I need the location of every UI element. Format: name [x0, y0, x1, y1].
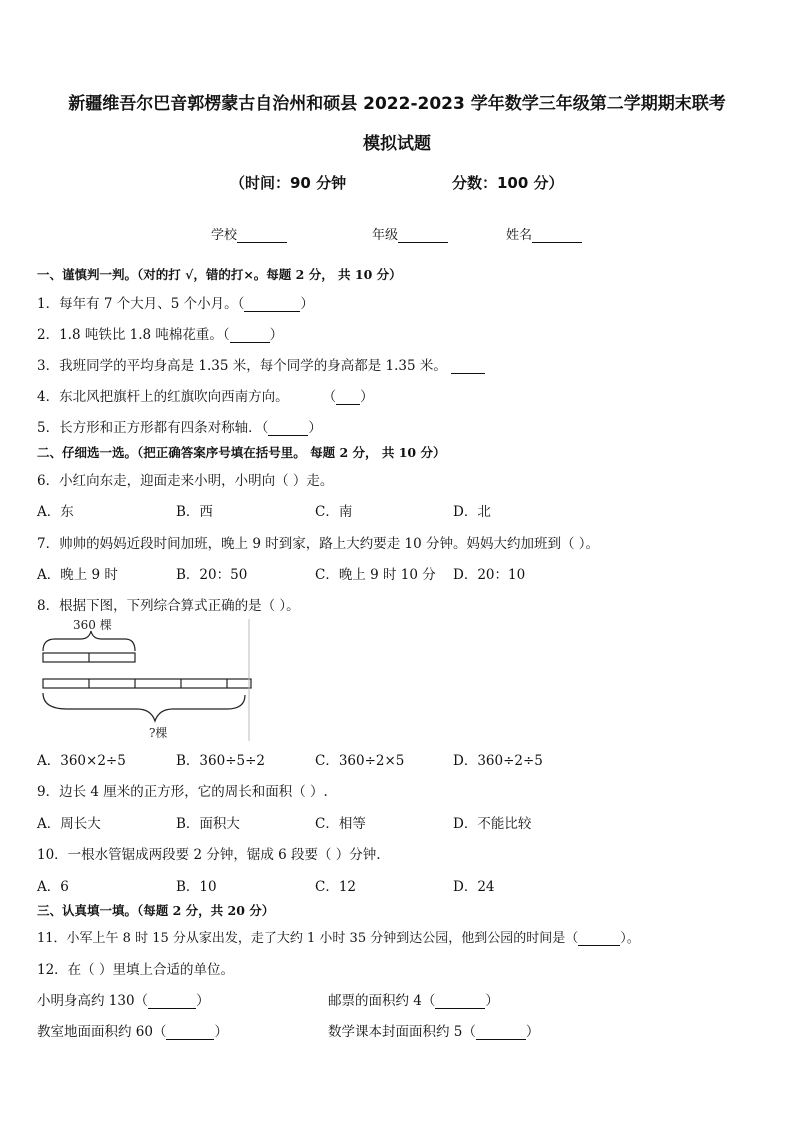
exam-title-line2: 模拟试题: [363, 134, 431, 154]
q12-item-d: 数学课本封面面积约 5（ ）: [328, 1024, 540, 1040]
name-label: 姓名: [506, 228, 533, 243]
school-field[interactable]: [211, 224, 287, 243]
question-11: 11．小军上午 8 时 15 分从家出发，走了大约 1 小时 35 分钟到达公园，他到公园的时间是（ ）。: [37, 931, 640, 946]
q10-option-c[interactable]: C．12: [315, 879, 357, 895]
q9-option-a[interactable]: A．周长大: [37, 816, 101, 832]
q7-option-a[interactable]: A．晚上 9 时: [37, 567, 118, 583]
question-6: 6．小红向东走，迎面走来小明，小明向（ ）走。: [37, 473, 334, 489]
exam-time: （时间：90 分钟: [230, 174, 347, 192]
q8-option-c[interactable]: C．360÷2×5: [315, 753, 405, 769]
q9-option-b[interactable]: B．面积大: [176, 816, 240, 832]
question-9: 9．边长 4 厘米的正方形，它的周长和面积（ ）.: [37, 784, 328, 800]
q12-item-a: 小明身高约 130（ ）: [37, 993, 210, 1009]
grade-label: 年级: [372, 228, 399, 243]
question-5: 5．长方形和正方形都有四条对称轴．（ ）: [37, 420, 322, 436]
q9-option-c[interactable]: C．相等: [315, 816, 366, 832]
question-8: 8．根据下图，下列综合算式正确的是（ ）。: [37, 598, 300, 614]
section3-heading: 三、认真填一填。（每题 2 分，共 20 分）: [37, 903, 275, 918]
q12-item-b: 邮票的面积约 4（ ）: [328, 993, 499, 1009]
q8-option-a[interactable]: A．360×2÷5: [37, 753, 126, 769]
q7-option-c[interactable]: C．晚上 9 时 10 分: [315, 567, 436, 583]
question-10: 10．一根水管锯成两段要 2 分钟，锯成 6 段要（ ）分钟.: [37, 847, 381, 863]
question-4: 4．东北风把旗杆上的红旗吹向西南方向。 （ ）: [37, 389, 374, 405]
question-1: 1．每年有 7 个大月、5 个小月。（ ）: [37, 296, 314, 312]
q7-option-d[interactable]: D．20：10: [453, 567, 526, 583]
q9-option-d[interactable]: D．不能比较: [453, 816, 532, 832]
q8-bottom-brace: [43, 693, 245, 721]
q10-option-b[interactable]: B．10: [176, 879, 217, 895]
question-2: 2．1.8 吨铁比 1.8 吨棉花重。（ ）: [37, 327, 284, 343]
q8-top-brace: [43, 631, 135, 651]
answer-blank-3[interactable]: [451, 360, 485, 374]
answer-blank-12c[interactable]: [166, 1026, 214, 1040]
section2-heading: 二、仔细选一选。（把正确答案序号填在括号里。 每题 2 分， 共 10 分）: [37, 445, 446, 460]
name-field[interactable]: [506, 224, 582, 243]
q8-option-b[interactable]: B．360÷5÷2: [176, 753, 265, 769]
q8-bottom-bar: [43, 679, 251, 688]
q10-option-d[interactable]: D．24: [453, 879, 495, 895]
question-7: 7．帅帅的妈妈近段时间加班，晚上 9 时到家，路上大约要走 10 分钟。妈妈大约加班到（ ）。: [37, 536, 600, 552]
answer-blank-1[interactable]: [244, 298, 300, 312]
q12-item-c: 教室地面面积约 60（ ）: [37, 1024, 228, 1040]
answer-blank-12d[interactable]: [476, 1026, 526, 1040]
answer-blank-12a[interactable]: [148, 995, 196, 1009]
school-label: 学校: [211, 228, 238, 243]
q8-bottom-label: ?棵: [149, 726, 168, 740]
question-12: 12．在（ ）里填上合适的单位。: [37, 962, 234, 978]
answer-blank-11[interactable]: [578, 932, 620, 946]
q8-segment-diagram: [37, 617, 252, 741]
q10-option-a[interactable]: A．6: [37, 879, 69, 895]
answer-blank-12b[interactable]: [435, 995, 485, 1009]
q6-option-d[interactable]: D．北: [453, 504, 491, 520]
q8-option-d[interactable]: D．360÷2÷5: [453, 753, 543, 769]
q7-option-b[interactable]: B．20：50: [176, 567, 248, 583]
grade-field[interactable]: [372, 224, 448, 243]
q8-top-label: 360 棵: [73, 618, 112, 632]
exam-score: 分数：100 分）: [452, 174, 564, 192]
q6-option-c[interactable]: C．南: [315, 504, 353, 520]
section1-heading: 一、谨慎判一判。（对的打 √，错的打×。每题 2 分， 共 10 分）: [37, 267, 402, 282]
answer-blank-4[interactable]: [336, 391, 360, 405]
exam-title-line1: 新疆维吾尔巴音郭楞蒙古自治州和硕县 2022-2023 学年数学三年级第二学期期末联考: [68, 94, 726, 114]
answer-blank-5[interactable]: [268, 422, 308, 436]
question-3: 3．我班同学的平均身高是 1.35 米，每个同学的身高都是 1.35 米。: [37, 354, 485, 374]
q6-option-a[interactable]: A．东: [37, 504, 74, 520]
answer-blank-2[interactable]: [230, 329, 270, 343]
q6-option-b[interactable]: B．西: [176, 504, 213, 520]
